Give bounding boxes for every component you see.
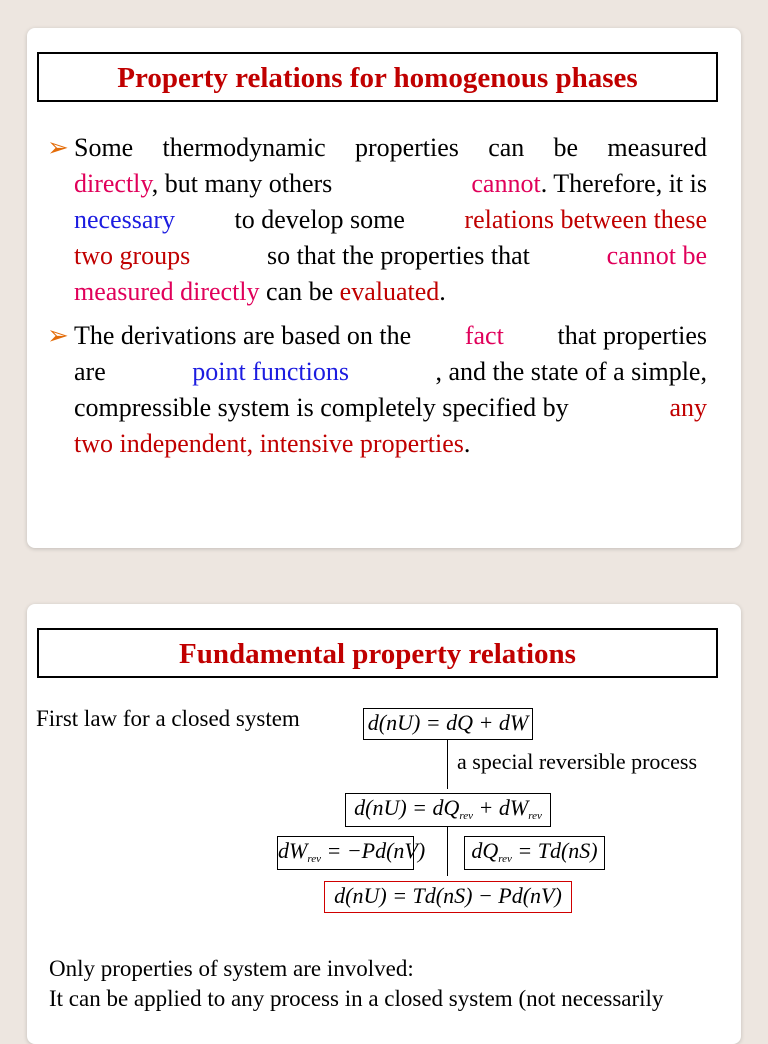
equation-heat: $dQ_{rev} = Td(nS)$ (464, 836, 605, 870)
bullet2-line3: compressible system is completely specified by any (74, 393, 707, 422)
bullet1-line5: measured directly can be evaluated . (74, 277, 446, 306)
bullet2-line4: two independent, intensive properties . (74, 429, 471, 458)
bullet-arrow-icon: ➢ (47, 133, 69, 162)
equation-fundamental-result: d(nU) = Td(nS) − Pd(nV) (324, 881, 572, 913)
bullet1-line3: necessary to develop some relations between these (74, 205, 707, 234)
slide-title: Fundamental property relations (37, 628, 718, 678)
reversible-process-label: a special reversible process (457, 749, 698, 774)
flow-arrow-2 (447, 826, 448, 876)
note-closed-system: It can be applied to any process in a closed system (not necessarily (49, 986, 664, 1011)
equation-work: $dW_{rev} = -Pd(nV)$ (277, 836, 414, 870)
bullet1-line1: Some thermodynamic properties can be measured (74, 133, 707, 162)
slide-property-relations (27, 28, 741, 548)
flow-arrow-1 (447, 739, 448, 789)
equation-first-law: d(nU) = dQ + dW (363, 708, 533, 740)
first-law-label: First law for a closed system (36, 706, 300, 731)
equation-reversible: $d(nU) = dQ_{rev} + dW_{rev}$ (345, 793, 551, 827)
bullet-measured-properties (47, 130, 707, 310)
note-properties-involved: Only properties of system are involved: (49, 956, 414, 981)
bullet1-line2: directly, but many others cannot. Therefore, it is (74, 169, 707, 198)
bullet2-line1: The derivations are based on the fact that properties (74, 321, 707, 350)
slide-title: Property relations for homogenous phases (37, 52, 718, 102)
bullet-derivations (47, 318, 707, 462)
bullet2-line2: are point functions , and the state of a simple, (74, 357, 707, 386)
bullet-arrow-icon: ➢ (47, 321, 69, 350)
bullet1-line4: two groups so that the properties that cannot be (74, 241, 707, 270)
slide-fundamental-relations (27, 604, 741, 1044)
